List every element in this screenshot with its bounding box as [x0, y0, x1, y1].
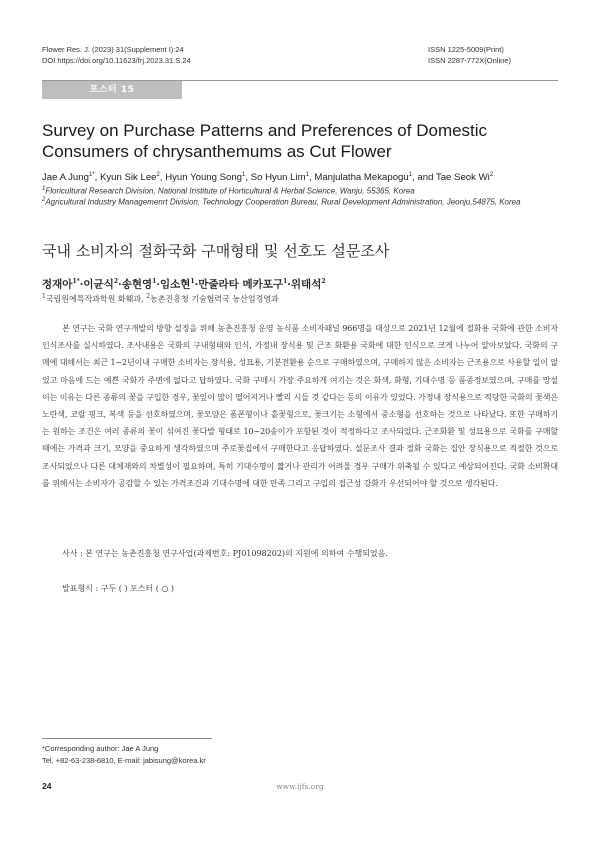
presentation-type: 발표형식 : 구두 ( ) 포스터 ( ○ ) [62, 584, 175, 593]
author-sup: 1 [305, 172, 309, 178]
issn-online: ISSN 2287-772X(Online) [428, 56, 511, 65]
page-number: 24 [42, 781, 52, 791]
journal-citation: Flower Res. J. (2023) 31(Supplement I):24 [42, 45, 184, 54]
corresponding-author: *Corresponding author: Jae A Jung [42, 744, 159, 753]
issn-print: ISSN 1225-5009(Print) [428, 45, 504, 54]
author-en: Kyun Sik Lee [99, 172, 157, 184]
section-tab: 포스터 15 [42, 81, 182, 99]
author-sup: 2 [113, 278, 119, 285]
author-ko: 만줄라타 메카포구 [198, 278, 284, 291]
author-en: So Hyun Lim [250, 172, 306, 184]
author-list-ko: 정재아$^{1*}$·이균식$^2$·송현영$^1$·임소현$^1$·만줄라타 메카포구$^1$·위태석$^2$ [42, 278, 326, 291]
author-ko: 송현영 [121, 278, 153, 291]
author-sup: 1* [88, 172, 95, 178]
author-en: Manjulatha Mekapogu [314, 172, 409, 184]
author-en: Hyun Young Song [165, 172, 243, 184]
author-sup: 1 [242, 172, 246, 178]
affiliation-sup: 2 [146, 293, 151, 300]
affiliation-en-2 [42, 195, 562, 208]
contact-info: Tel, +82-63-238-6810, E-mail: jabisung@korea.kr [42, 756, 206, 765]
affiliation-ko [42, 291, 562, 305]
author-ko: 이균식 [83, 278, 114, 291]
author-ko: 정재아 [42, 278, 73, 291]
author-ko: 위태석 [290, 278, 322, 291]
acknowledgement: 사사 : 본 연구는 농촌진흥청 연구사업(과제번호: PJ01098202)의 지원에 의하여 수행되었음. [62, 549, 388, 558]
paper-title-ko: 국내 소비자의 절화국화 구매형태 및 선호도 설문조사 [42, 242, 390, 260]
affiliation-sup: 1 [42, 293, 46, 300]
footnote-divider [42, 738, 212, 739]
author-sup: 2 [156, 172, 160, 178]
affiliation-text: 농촌진흥청 기술협력국 농산업경영과 [150, 294, 279, 304]
author-ko: 임소현 [159, 278, 191, 291]
journal-header-left [42, 44, 191, 66]
affiliation-text: Floricultural Research Division, National Institute of Horticultural & Herbal Science, Wanju, 55365, Korea [45, 186, 415, 196]
author-sup: 1 [152, 278, 157, 285]
doi-line[interactable]: DOI https://doi.org/10.11623/frj.2023.31.S.24 [42, 56, 191, 65]
affiliation-text: Agricultural Industry Managemenrt Division, Technology Cooperation Bureau, Rural Development Administration, Jeonju,54875, Korea [45, 197, 521, 207]
author-sup: 1* [72, 278, 80, 285]
affiliation-text: 국립원예특작과학원 화훼과, [45, 294, 147, 304]
author-sup: 2 [489, 172, 494, 178]
author-sup: 1 [283, 278, 288, 285]
author-sup: 1 [190, 278, 195, 285]
paper-title-en: Survey on Purchase Patterns and Preferences of Domestic Consumers of chrysanthemums as Cut Flower [42, 121, 488, 161]
affiliation-sup: 2 [42, 197, 46, 203]
author-en: Jae A Jung [42, 172, 89, 184]
abstract-body: 본 연구는 국화 연구개발의 방향 설정을 위해 농촌진흥청 운영 농식품 소비자패널 966명을 대상으로 2021년 12월에 절화용 국화에 관한 소비자 인식조사를 실시하였다. 조사내용은 국화의 구내형태와 인식, 가정내 장식용 및 근조 화환용 국화에 대한 인식으로 크게 나누어 알아보았다. 국화의 구매에 대해서는 최근 1~2년이내 구매한 소비자는 장식용, 성묘용, 기분전환용 순으로 구매하였으며, 구매하지 않은 소비자는 근조용으로 사용할 일이 없었고 마음에 드는 예쁜 국화가 주변에 없다고 답하였다. 국화 구매시 가장 주요하게 여기는 것은 화색, 화형, 기대수명 등 품종정보였으며, 구매를 망설이는 이유는 다른 종류의 꽃을 구입한 경우, 꽃잎이 많이 떨어지거나 빨리 시들 것 같다는 등의 이유가 있었다. 가정내 장식용으로 적당한 국화의 꽃색은 노란색, 코랄 핑크, 복색 등을 선호하였으며, 꽃모양은 폼폰형이나 홑꽃형으로, 꽃크기는 소형에서 중소형을 선호하는 것으로 나타났다. 또한 구매하기는 원하는 조건은 여러 종류의 꽃이 섞여진 꽃다발 형태로 10~20송이가 포함된 것이 적정하다고 조사되었다. 근조화환 및 성묘용으로 국화를 구매할 때에는 가격과 크기, 모양을 중요하게 생각하였으며 주로꽃집에서 구매한다고 응답하였다. 설문조사 결과 절화 국화는 집안 장식용으로 적절한 것으로 조사되었으나 다른 대체재와의 차별성이 필요하며, 특히 기대수명이 짧거나 관리가 어려울 경우 구매가 위축될 수 있다고 예상되어진다. 국화 소비확대를 위해서는 소비자가 공감할 수 있는 가격조건과 기대수명에 대한 만족 그리고 구입의 접근성 강화가 우선되어야 할 것으로 생각된다. [42, 324, 558, 488]
journal-header-right [428, 44, 558, 66]
affiliation-sup: 1 [42, 186, 46, 192]
author-sup: 1 [408, 172, 413, 178]
journal-website[interactable]: www.ijfs.org [276, 782, 324, 791]
author-list-en: Jae A Jung$^{1*}$, Kyun Sik Lee$^2$, Hyun Young Song$^1$, So Hyun Lim$^1$, Manjulatha Mekapogu$^1$, and Tae Seok Wi$^2$ [42, 172, 494, 184]
author-sup: 2 [321, 278, 326, 285]
author-en: Tae Seok Wi [435, 172, 490, 184]
